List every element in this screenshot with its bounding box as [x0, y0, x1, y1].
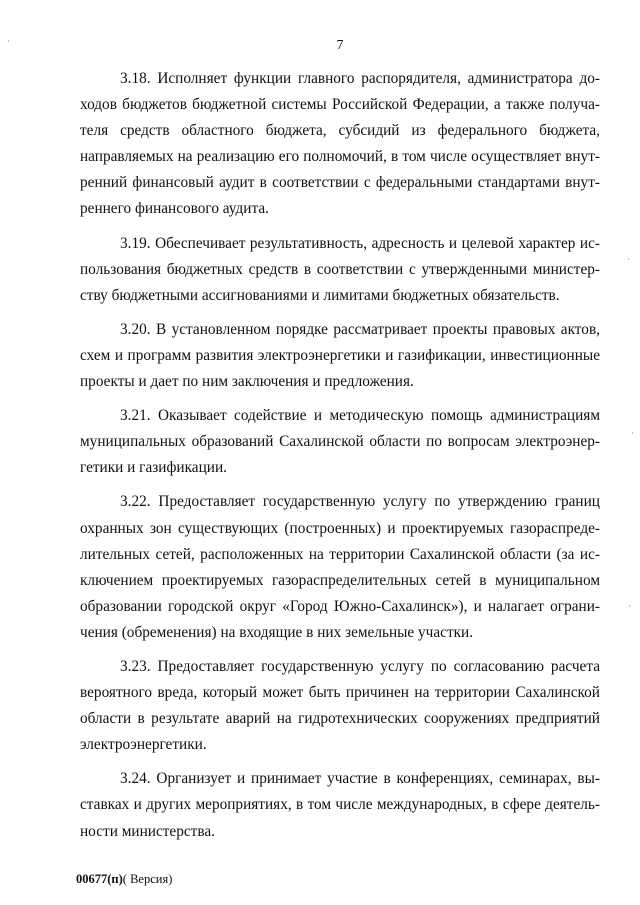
footer-code: 00677(п) [76, 872, 123, 886]
paragraph-3-18: 3.18. Исполняет функции главного распорядителя, администратора доходов бюджетов бюджетной системы Российской Федерации, а также получателя средств областного бюджета, субсидий из федерального бюджета, направляемых на реализацию его полномочий, в том числе осуществляет внутренний финансовый аудит в соответствии с федеральными стандартами внутреннего финансового аудита. [80, 70, 600, 218]
document-body [80, 66, 600, 853]
paragraph-3-23: 3.23. Предоставляет государственную услугу по согласованию расчета вероятного вреда, который может быть причинен на территории Сахалинской области в результате аварий на гидротехнических сооружениях предприятий электроэнергетики. [80, 657, 600, 754]
footer-version: ( Версия) [122, 872, 173, 886]
document-footer [76, 872, 172, 887]
paragraph-3-20: 3.20. В установленном порядке рассматривает проекты правовых актов, схем и программ развития электроэнергетики и газификации, инвестиционные проекты и дает по ним заключения и предложения. [80, 320, 600, 391]
paragraph-3-24: 3.24. Организует и принимает участие в конференциях, семинарах, выставках и других мероприятиях, в том числе международных, в сфере деятельности министерства. [80, 770, 600, 840]
scan-speck [629, 605, 630, 607]
scan-speck [628, 258, 629, 260]
paragraph-3-19: 3.19. Обеспечивает результативность, адресность и целевой характер использования бюджетных средств в соответствии с утвержденными министерству бюджетными ассигнованиями и лимитами бюджетных обязательств. [80, 234, 600, 304]
scan-speck [8, 40, 9, 42]
scan-speck [632, 432, 633, 434]
page-number: 7 [336, 38, 344, 53]
paragraph-3-22: 3.22. Предоставляет государственную услугу по утверждению границ охранных зон существующих (построенных) и проектируемых газораспределительных сетей, расположенных на территории Сахалинской области (за исключением проектируемых газораспределительных сетей в муниципальном образовании городской округ «Город Южно-Сахалинск»), и налагает ограничения (обременения) на входящие в них земельные участки. [80, 493, 600, 641]
paragraph-3-21: 3.21. Оказывает содействие и методическую помощь администрациям муниципальных образований Сахалинской области по вопросам электроэнергетики и газификации. [80, 407, 600, 477]
